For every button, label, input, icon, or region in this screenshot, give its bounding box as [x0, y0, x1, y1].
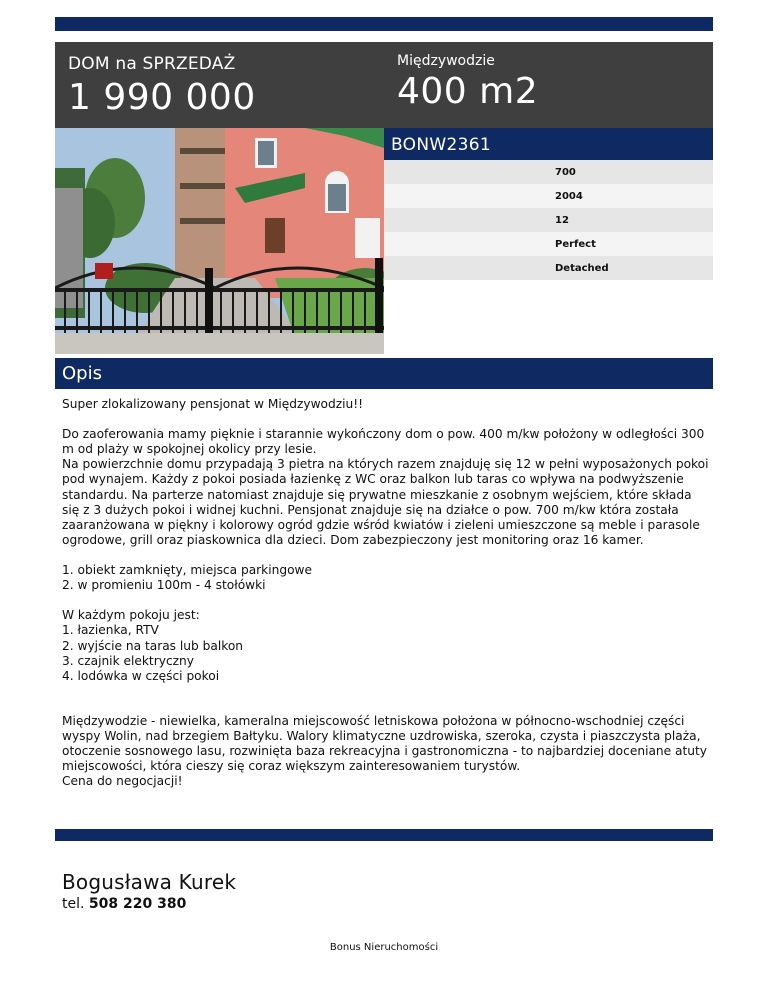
agent-contact	[62, 870, 236, 912]
agent-phone-line	[62, 896, 236, 912]
listing-price: 1 990 000	[68, 77, 256, 118]
agent-phone[interactable]: 508 220 380	[88, 896, 187, 912]
params-table	[384, 160, 713, 280]
param-row: 12	[384, 208, 713, 232]
param-row: 2004	[384, 184, 713, 208]
listing-area: 400 m2	[397, 71, 539, 112]
listing-header	[55, 42, 713, 128]
description-body	[62, 397, 710, 789]
listing-type: DOM na SPRZEDAŻ	[68, 54, 236, 74]
description-heading: Opis	[55, 358, 713, 389]
listing-city: Międzywodzie	[397, 53, 495, 69]
param-row: Perfect	[384, 232, 713, 256]
param-row: Detached	[384, 256, 713, 280]
param-row: 700	[384, 160, 713, 184]
footer-company: Bonus Nieruchomości	[329, 942, 439, 953]
phone-label: tel.	[62, 896, 85, 912]
description-text: Super zlokalizowany pensjonat w Międzywodziu!! Do zaoferowania mamy pięknie i starannie wykończony dom o pow. 400 m/kw położony w odległości 300 m od plaży w spokojnej okolicy przy lesie. Na powierzchnie domu przypadają 3 pietra na których razem znajduję się 12 w pełni wyposażonych pokoi pod wynajem. Każdy z pokoi posiada łazienkę z WC oraz balkon lub taras co wpływa na podwyższenie standardu. Na parterze natomiast znajduje się prywatne mieszkanie z osobnym wejściem, które składa się z 3 dużych pokoi i widnej kuchni. Pensjonat znajduje się na działce o pow. 700 m/kw która została zaaranżowana w piękny i kolorowy ogród gdzie wśród kwiatów i zieleni umieszczone są meble i parasole ogrodowe, grill oraz piaskownica dla dzieci. Dom zabezpieczony jest monitoring oraz 16 kamer. 1. obiekt zamknięty, miejsca parkingowe 2. w promieniu 100m - 4 stołówki W każdym pokoju jest: 1. łazienka, RTV 2. wyjście na taras lub balkon 3. czajnik elektryczny 4. lodówka w części pokoi Międzywodzie - niewielka, kameralna miejscowość letniskowa położona w północno-wschodniej części wyspy Wolin, nad brzegiem Bałtyku. Walory klimatyczne uzdrowiska, szeroka, czysta i piaszczysta plaża, otoczenie sosnowego lasu, rozwinięta baza rekreacyjna i gastronomiczna - to najbardziej doceniane atuty miejscowości, która cieszy się coraz większym zainteresowaniem turystów. Cena do negocjacji!	[62, 397, 709, 789]
header-left	[68, 54, 256, 118]
property-photo	[55, 128, 384, 354]
top-accent-bar	[55, 17, 713, 31]
header-right	[397, 53, 538, 112]
agent-name: Bogusława Kurek	[62, 870, 237, 894]
listing-ref: BONW2361	[384, 128, 713, 160]
divider-bar	[55, 829, 713, 841]
